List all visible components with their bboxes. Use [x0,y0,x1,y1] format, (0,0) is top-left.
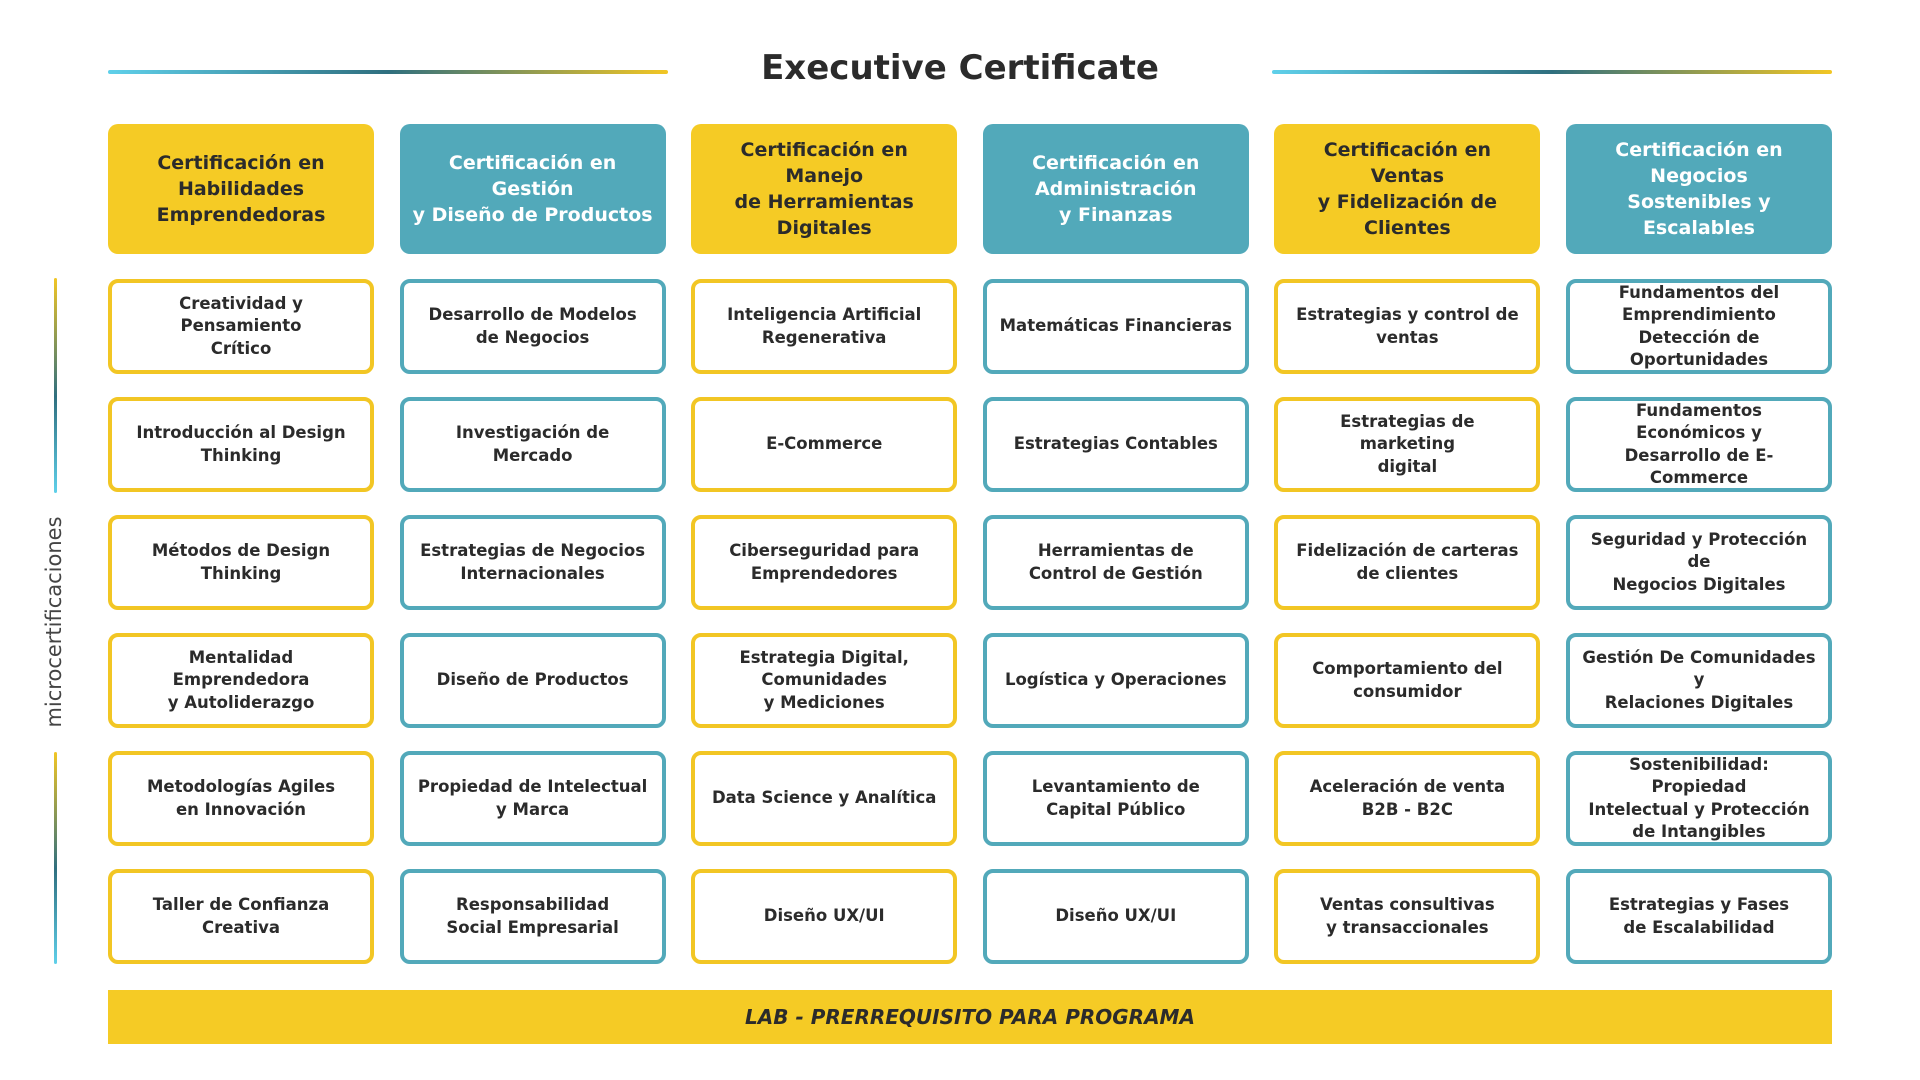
certification-column [691,124,957,964]
microcertification-card: Desarrollo de Modelos de Negocios [400,279,666,374]
microcertification-list [108,279,374,964]
microcertification-card: Propiedad de Intelectual y Marca [400,751,666,846]
page-title: Executive Certificate [761,48,1159,88]
side-line-bottom [54,752,57,964]
microcertification-card: Levantamiento de Capital Público [983,751,1249,846]
microcertification-card: Mentalidad Emprendedora y Autoliderazgo [108,633,374,728]
microcertification-card: Logística y Operaciones [983,633,1249,728]
microcertification-list [983,279,1249,964]
microcertification-card: Aceleración de venta B2B - B2C [1274,751,1540,846]
microcertification-card: Ciberseguridad para Emprendedores [691,515,957,610]
microcertification-card: Fundamentos del Emprendimiento Detección de Oportunidades [1566,279,1832,374]
microcertification-card: Gestión De Comunidades y Relaciones Digitales [1566,633,1832,728]
microcertification-card: Taller de Confianza Creativa [108,869,374,964]
microcertification-card: E-Commerce [691,397,957,492]
microcertification-card: Comportamiento del consumidor [1274,633,1540,728]
certification-header: Certificación en Manejo de Herramientas Digitales [691,124,957,254]
certification-column [983,124,1249,964]
certification-column [1274,124,1540,964]
certification-grid [108,124,1832,964]
microcertification-card: Diseño UX/UI [691,869,957,964]
microcertification-card: Introducción al Design Thinking [108,397,374,492]
microcertification-card: Creatividad y Pensamiento Crítico [108,279,374,374]
microcertification-card: Responsabilidad Social Empresarial [400,869,666,964]
title-decoration-right [1272,70,1832,74]
microcertification-list [1274,279,1540,964]
side-label: microcertificaciones [42,516,66,728]
certification-header: Certificación en Ventas y Fidelización de Clientes [1274,124,1540,254]
microcertification-card: Diseño UX/UI [983,869,1249,964]
certification-column [400,124,666,964]
microcertification-card: Estrategias de Negocios Internacionales [400,515,666,610]
certification-header: Certificación en Gestión y Diseño de Productos [400,124,666,254]
microcertification-card: Sostenibilidad: Propiedad Intelectual y Protección de Intangibles [1566,751,1832,846]
microcertification-card: Diseño de Productos [400,633,666,728]
microcertification-card: Estrategia Digital, Comunidades y Mediciones [691,633,957,728]
certification-column [108,124,374,964]
microcertification-card: Data Science y Analítica [691,751,957,846]
side-line-top [54,278,57,493]
microcertification-card: Estrategias de marketing digital [1274,397,1540,492]
footer-banner: LAB - PRERREQUISITO PARA PROGRAMA [108,990,1832,1044]
microcertification-card: Estrategias Contables [983,397,1249,492]
certification-header: Certificación en Negocios Sostenibles y Escalables [1566,124,1832,254]
microcertification-list [691,279,957,964]
microcertification-card: Métodos de Design Thinking [108,515,374,610]
microcertification-card: Fundamentos Económicos y Desarrollo de E-Commerce [1566,397,1832,492]
microcertification-card: Ventas consultivas y transaccionales [1274,869,1540,964]
certification-header: Certificación en Administración y Finanzas [983,124,1249,254]
microcertification-card: Estrategias y Fases de Escalabilidad [1566,869,1832,964]
certification-column [1566,124,1832,964]
microcertification-card: Inteligencia Artificial Regenerativa [691,279,957,374]
microcertification-card: Fidelización de carteras de clientes [1274,515,1540,610]
microcertification-card: Metodologías Agiles en Innovación [108,751,374,846]
microcertification-list [400,279,666,964]
microcertification-card: Herramientas de Control de Gestión [983,515,1249,610]
microcertification-card: Estrategias y control de ventas [1274,279,1540,374]
certification-header: Certificación en Habilidades Emprendedoras [108,124,374,254]
microcertification-card: Seguridad y Protección de Negocios Digitales [1566,515,1832,610]
microcertification-list [1566,279,1832,964]
microcertification-card: Investigación de Mercado [400,397,666,492]
microcertification-card: Matemáticas Financieras [983,279,1249,374]
